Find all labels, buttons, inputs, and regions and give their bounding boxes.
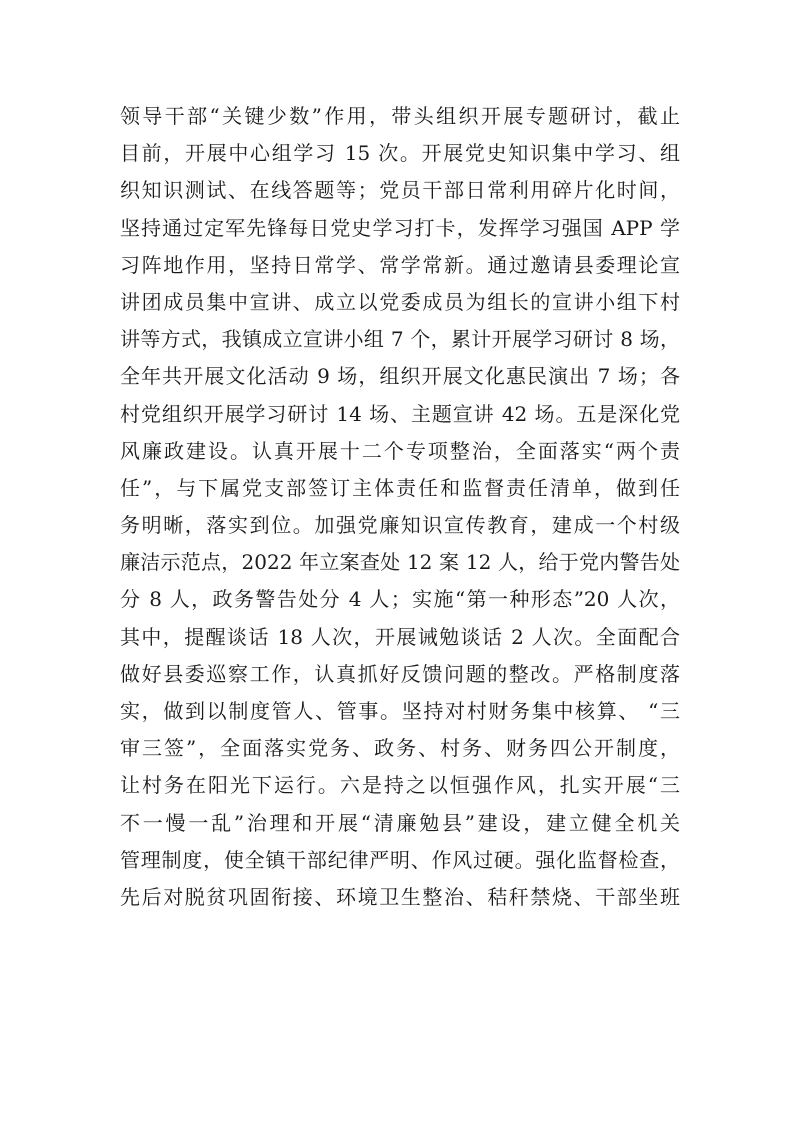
text-line: 讲团成员集中宣讲、成立以党委成员为组长的宣讲小组下村 [120,289,680,314]
body-text [120,98,680,916]
text-line: 先后对脱贫巩固衔接、环境卫生整治、秸秆禁烧、干部坐班 [120,884,680,909]
text-line: 任”，与下属党支部签订主体责任和监督责任清单，做到任 [120,475,680,500]
text-line: 实，做到以制度管人、管事。坚持对村财务集中核算、 “三 [120,699,680,723]
text-line: 领导干部“关键少数”作用，带头组织开展专题研讨，截止 [120,104,680,128]
text-line: 习阵地作用，坚持日常学、常学常新。通过邀请县委理论宣 [120,252,680,277]
text-line: 审三签”，全面落实党务、政务、村务、财务四公开制度， [120,736,680,761]
text-line: 全年共开展文化活动 9 场，组织开展文化惠民演出 7 场；各 [120,364,680,389]
text-line: 廉洁示范点，2022 年立案查处 12 案 12 人，给于党内警告处 [120,550,680,575]
text-line: 风廉政建设。认真开展十二个专项整治，全面落实“两个责 [120,438,680,463]
text-line: 目前，开展中心组学习 15 次。开展党史知识集中学习、组 [120,141,680,166]
text-line: 村党组织开展学习研讨 14 场、主题宣讲 42 场。五是深化党 [120,401,680,426]
text-line: 织知识测试、在线答题等；党员干部日常利用碎片化时间， [120,178,680,203]
text-line: 讲等方式，我镇成立宣讲小组 7 个，累计开展学习研讨 8 场， [120,327,680,352]
text-line: 坚持通过定军先锋每日党史学习打卡，发挥学习强国 APP 学 [120,215,680,240]
text-line: 让村务在阳光下运行。六是持之以恒强作风，扎实开展“三 [120,773,680,798]
text-line: 管理制度，使全镇干部纪律严明、作风过硬。强化监督检查， [120,847,680,872]
text-line: 做好县委巡察工作，认真抓好反馈问题的整改。严格制度落 [120,661,680,686]
text-line: 务明晰，落实到位。加强党廉知识宣传教育，建成一个村级 [120,513,680,538]
text-line: 其中，提醒谈话 18 人次，开展诫勉谈话 2 人次。全面配合 [120,624,680,649]
text-line: 不一慢一乱”治理和开展“清廉勉县”建设，建立健全机关 [120,810,680,835]
text-line: 分 8 人，政务警告处分 4 人；实施“第一种形态”20 人次， [120,587,680,612]
